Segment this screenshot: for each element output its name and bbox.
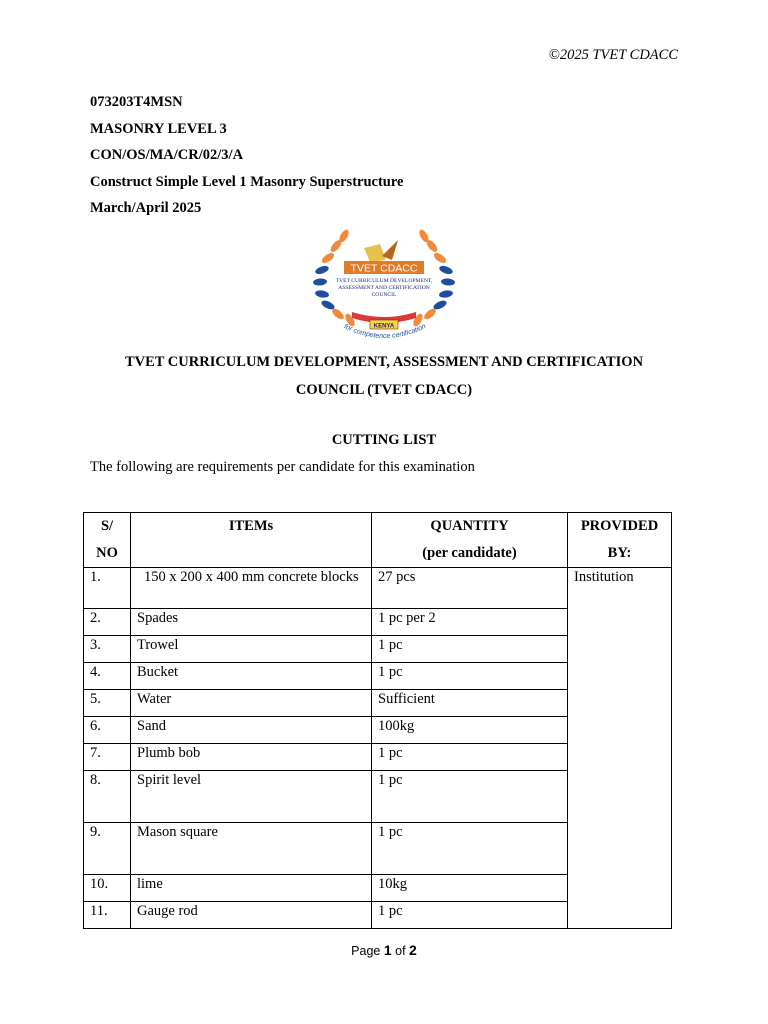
cell-quantity: 27 pcs: [372, 568, 568, 609]
logo-country: KENYA: [373, 323, 395, 330]
cell-provided-by: Institution: [568, 568, 672, 929]
footer-page-word: Page: [351, 944, 381, 958]
council-name-line-1: TVET CURRICULUM DEVELOPMENT, ASSESSMENT AND CERTIFICATION: [124, 354, 644, 370]
cell-quantity: 1 pc: [372, 771, 568, 823]
council-name-line-2: COUNCIL (TVET CDACC): [295, 381, 473, 398]
book-quill-icon: [364, 240, 398, 262]
header-provided-line-1: PROVIDED: [580, 518, 659, 534]
logo-motto-path: for competence certification: [342, 322, 428, 341]
header-sno: [84, 513, 131, 568]
unit-code: CON/OS/MA/CR/02/3/A: [90, 147, 244, 163]
cell-sno: 8.: [84, 771, 131, 823]
cell-sno: 1.: [84, 568, 131, 609]
cell-sno: 7.: [84, 744, 131, 771]
exam-date: March/April 2025: [90, 200, 202, 216]
course-code: 073203T4MSN: [90, 94, 183, 110]
header-items: ITEMs: [131, 513, 372, 568]
cell-sno: 4.: [84, 663, 131, 690]
council-name: [90, 349, 678, 404]
header-provided-line-2: BY:: [607, 545, 632, 561]
cell-item: Plumb bob: [131, 744, 372, 771]
cell-item: Water: [131, 690, 372, 717]
cell-item: Mason square: [131, 823, 372, 875]
footer-current-page: 1: [383, 942, 392, 958]
cell-quantity: 10kg: [372, 875, 568, 902]
page-footer: [0, 942, 768, 958]
cell-sno: 3.: [84, 636, 131, 663]
cell-quantity: 1 pc per 2: [372, 609, 568, 636]
header-quantity: [372, 513, 568, 568]
cutting-list-table: [83, 512, 672, 929]
cell-sno: 9.: [84, 823, 131, 875]
header-sno-line-1: S/: [100, 518, 114, 534]
cell-item: Trowel: [131, 636, 372, 663]
table-body: [84, 568, 672, 929]
cell-quantity: 1 pc: [372, 902, 568, 929]
cutting-list-intro: The following are requirements per candidate for this examination: [90, 459, 475, 475]
cell-item: Gauge rod: [131, 902, 372, 929]
header-sno-line-2: NO: [96, 545, 118, 561]
cell-sno: 5.: [84, 690, 131, 717]
cell-item: Spirit level: [131, 771, 372, 823]
header-provided-by: [568, 513, 672, 568]
table-header-row: [84, 513, 672, 568]
footer-total-pages: 2: [409, 942, 417, 958]
cell-sno: 11.: [84, 902, 131, 929]
course-name: MASONRY LEVEL 3: [90, 120, 227, 137]
cell-sno: 6.: [84, 717, 131, 744]
cutting-list-title: CUTTING LIST: [331, 432, 437, 448]
copyright-notice: ©2025 TVET CDACC: [548, 47, 678, 63]
logo-subtitle-1: TVET CURRICULUM DEVELOPMENT,: [335, 278, 433, 284]
unit-title: Construct Simple Level 1 Masonry Superstructure: [90, 173, 404, 190]
cell-item: Spades: [131, 609, 372, 636]
cell-quantity: 1 pc: [372, 744, 568, 771]
header-quantity-line-2: (per candidate): [422, 545, 517, 561]
table-row: [84, 568, 672, 609]
cell-item: Bucket: [131, 663, 372, 690]
logo-name: TVET CDACC: [350, 262, 418, 275]
cell-sno: 2.: [84, 609, 131, 636]
tvet-cdacc-logo: [312, 226, 456, 344]
footer-of-word: of: [395, 944, 406, 958]
cell-quantity: 100kg: [372, 717, 568, 744]
cell-item: 150 x 200 x 400 mm concrete blocks: [131, 568, 372, 609]
cell-item: lime: [131, 875, 372, 902]
cell-quantity: 1 pc: [372, 636, 568, 663]
exam-metadata: [90, 93, 403, 226]
cell-quantity: Sufficient: [372, 690, 568, 717]
cell-quantity: 1 pc: [372, 663, 568, 690]
cell-sno: 10.: [84, 875, 131, 902]
logo-subtitle-3: COUNCIL: [371, 292, 397, 298]
cell-quantity: 1 pc: [372, 823, 568, 875]
logo-subtitle-2: ASSESSMENT AND CERTIFICATION: [338, 285, 430, 291]
cell-item: Sand: [131, 717, 372, 744]
header-quantity-line-1: QUANTITY: [430, 518, 509, 534]
